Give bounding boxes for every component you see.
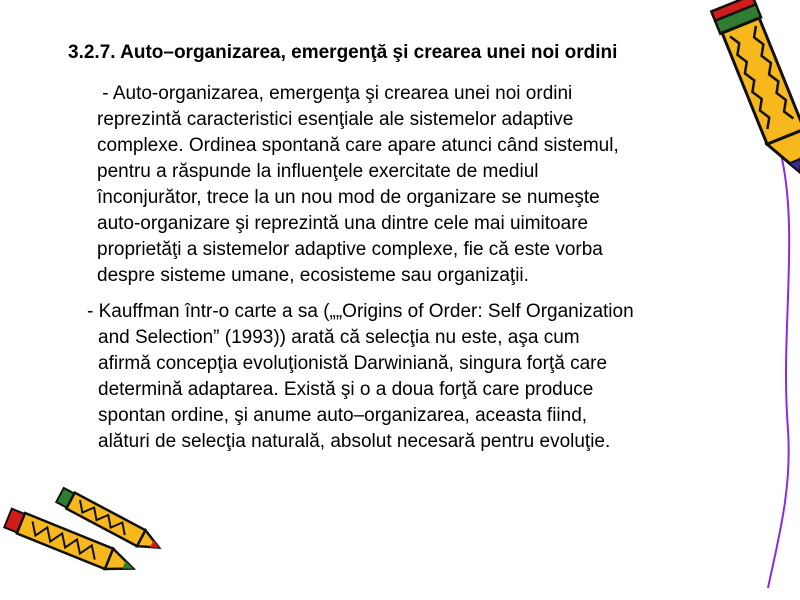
- pencil-icon: [650, 0, 800, 590]
- paragraph-line: despre sisteme umane, ecosisteme sau organizaţii.: [97, 265, 529, 286]
- paragraph-line: determină adaptarea. Există şi o a doua forţă care produce: [98, 379, 594, 400]
- crayons-icon: [0, 480, 175, 600]
- paragraph-line: - Auto-organizarea, emergenţa şi crearea unei noi ordini: [97, 83, 573, 104]
- paragraph-2: [87, 299, 747, 455]
- paragraph-line: pentru a răspunde la influenţele exercitate de mediul: [97, 161, 539, 182]
- paragraph-line: and Selection” (1993)) arată că selecţia nu este, aşa cum: [98, 327, 580, 348]
- paragraph-line: complexe. Ordinea spontană care apare atunci când sistemul,: [97, 135, 619, 156]
- paragraph-line: - Kauffman într-o carte a sa („„Origins of Order: Self Organization: [87, 301, 634, 322]
- paragraph-line: înconjurător, trece la un nou mod de organizare se numeşte: [97, 187, 600, 208]
- paragraph-1: [97, 81, 737, 289]
- slide-title: 3.2.7. Auto–organizarea, emergenţă şi crearea unei noi ordini: [68, 42, 618, 63]
- paragraph-line: proprietăţi a sistemelor adaptive complexe, fie că este vorba: [97, 239, 603, 260]
- paragraph-line: spontan ordine, şi anume auto–organizarea, aceasta fiind,: [98, 405, 588, 426]
- paragraph-line: auto-organizare şi reprezintă una dintre cele mai uimitoare: [97, 213, 589, 234]
- paragraph-line: afirmă concepţia evoluţionistă Darwiniană, singura forţă care: [98, 353, 608, 374]
- paragraph-line: alături de selecţia naturală, absolut necesară pentru evoluţie.: [98, 431, 611, 452]
- paragraph-line: reprezintă caracteristici esenţiale ale sistemelor adaptive: [97, 109, 574, 130]
